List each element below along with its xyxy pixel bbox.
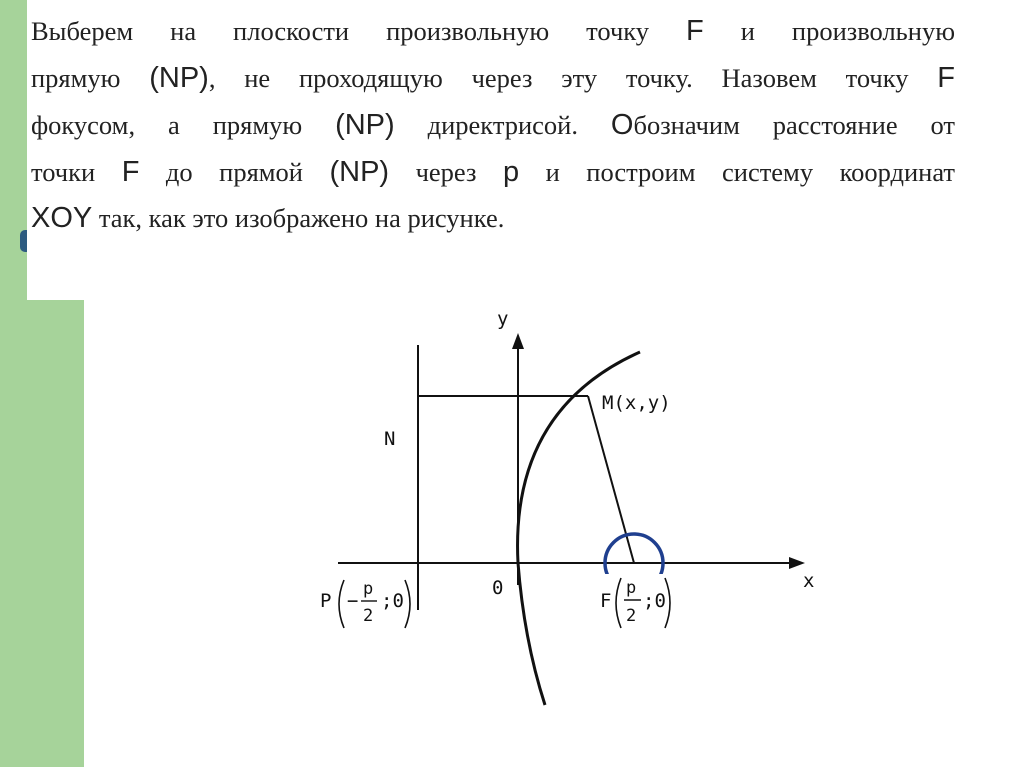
x-axis-arrow-icon	[789, 557, 805, 569]
symbol-f: F	[937, 62, 956, 94]
origin-label: 0	[492, 577, 504, 599]
text-fragment: , не проходящую через эту точку. Назовем точку	[208, 63, 909, 93]
text-line-4	[31, 147, 955, 197]
symbol-o: О	[610, 109, 634, 141]
text-line-2	[31, 53, 955, 103]
y-axis-label: y	[497, 308, 509, 330]
symbol-f: F	[686, 15, 704, 47]
text-fragment: прямую	[31, 63, 121, 93]
f-letter: F	[600, 590, 612, 612]
f-numerator: p	[626, 578, 637, 598]
f-denominator: 2	[626, 606, 637, 626]
point-m-label: M(x,y)	[602, 392, 671, 414]
parabola-diagram	[300, 300, 860, 720]
x-axis-label: x	[803, 570, 815, 592]
point-p-label	[320, 579, 410, 628]
f-rest: ;0	[643, 590, 666, 612]
text-fragment: и построим систему координат	[545, 157, 956, 187]
p-letter: P	[320, 590, 332, 612]
p-rest: ;0	[381, 590, 404, 612]
p-open-paren	[339, 580, 344, 628]
symbol-np: (NP)	[149, 62, 209, 94]
point-f-label	[598, 574, 674, 630]
symbol-np: (NP)	[329, 156, 390, 188]
text-fragment: бозначим расстояние от	[633, 110, 956, 140]
p-denominator: 2	[363, 606, 374, 626]
symbol-np: (NP)	[335, 109, 395, 141]
text-fragment: и произвольную	[740, 16, 955, 46]
segment-mf	[588, 396, 634, 563]
y-axis-arrow-icon	[512, 333, 524, 349]
p-numerator: p	[363, 579, 374, 599]
p-close-paren	[405, 580, 410, 628]
text-fragment: так, как это изображено на рисунке.	[98, 203, 505, 233]
text-fragment: директрисой.	[427, 110, 578, 140]
text-line-1	[31, 6, 955, 56]
text-line-3	[31, 100, 955, 150]
symbol-f: F	[121, 156, 140, 188]
text-fragment: Выберем на плоскости произвольную точку	[31, 16, 650, 46]
text-fragment: до прямой	[165, 157, 303, 187]
symbol-p: p	[502, 156, 520, 188]
symbol-xoy: XOY	[31, 202, 93, 234]
text-fragment: точки	[31, 157, 96, 187]
text-fragment: фокусом, а прямую	[31, 110, 303, 140]
text-fragment: через	[415, 157, 477, 187]
point-n-label: N	[384, 428, 396, 450]
text-line-5	[31, 193, 955, 243]
p-minus-sign: −	[347, 590, 359, 612]
